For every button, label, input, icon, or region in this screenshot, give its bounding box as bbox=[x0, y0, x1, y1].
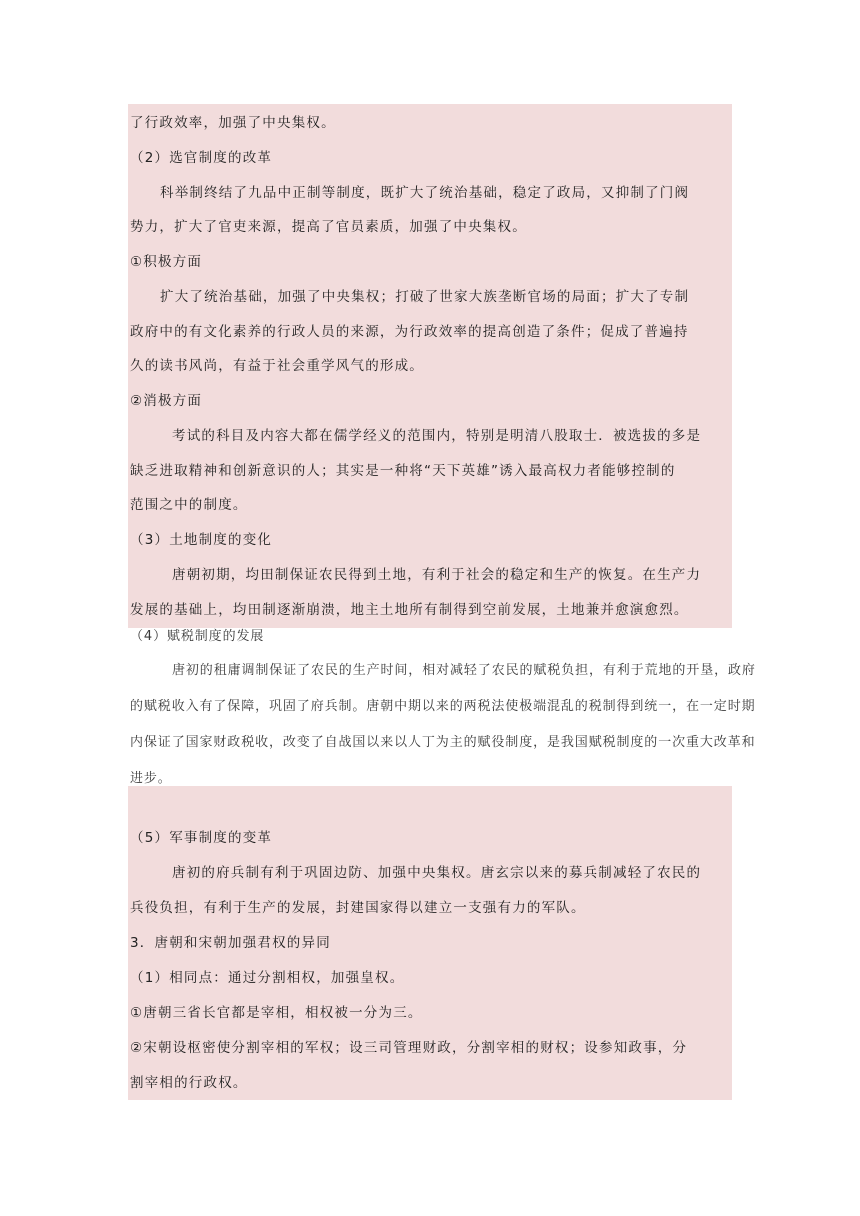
line-14: 唐朝初期，均田制保证农民得到土地，有利于社会的稳定和生产的恢复。在生产力 bbox=[172, 567, 702, 583]
heading-2: （2）选官制度的改革 bbox=[130, 150, 273, 166]
section-3-title: 3．唐朝和宋朝加强君权的异同 bbox=[130, 935, 331, 951]
line-20: 进步。 bbox=[130, 771, 172, 786]
line-15: 发展的基础上，均田制逐渐崩溃，地主土地所有制得到空前发展，土地兼并愈演愈烈。 bbox=[130, 602, 689, 618]
line-7: 政府中的有文化素养的行政人员的来源，为行政效率的提高创造了条件；促成了普遍持 bbox=[130, 324, 689, 340]
heading-5: （5）军事制度的变革 bbox=[130, 830, 273, 846]
line-1: 了行政效率，加强了中央集权。 bbox=[130, 115, 336, 131]
line-17: 唐初的租庸调制保证了农民的生产时间，相对减轻了农民的赋税负担，有利于荒地的开垦，政府 bbox=[172, 663, 756, 678]
line-28: 割宰相的行政权。 bbox=[130, 1075, 248, 1091]
line-19: 内保证了国家财政税收，改变了自战国以来以人丁为主的赋役制度，是我国赋税制度的一次重大改革和 bbox=[130, 735, 756, 750]
heading-4: （4）赋税制度的发展 bbox=[130, 629, 265, 644]
line-22: 唐初的府兵制有利于巩固边防、加强中央集权。唐玄宗以来的募兵制减轻了农民的 bbox=[172, 865, 702, 881]
subheading-positive: ①积极方面 bbox=[130, 254, 203, 270]
line-18: 的赋税收入有了保障，巩固了府兵制。唐朝中期以来的两税法使极端混乱的税制得到统一，在一定时期 bbox=[130, 699, 756, 714]
line-3: 科举制终结了九品中正制等制度，既扩大了统治基础，稳定了政局，又抑制了门阀 bbox=[160, 185, 690, 201]
line-4: 势力，扩大了官吏来源，提高了官员素质，加强了中央集权。 bbox=[130, 219, 527, 235]
line-11: 缺乏进取精神和创新意识的人；其实是一种将“天下英雄”诱入最高权力者能够控制的 bbox=[130, 463, 676, 479]
line-12: 范围之中的制度。 bbox=[130, 497, 248, 513]
subheading-negative: ②消极方面 bbox=[130, 393, 203, 409]
line-8: 久的读书风尚，有益于社会重学风气的形成。 bbox=[130, 358, 424, 374]
line-26: ①唐朝三省长官都是宰相，相权被一分为三。 bbox=[130, 1005, 423, 1021]
line-10: 考试的科目及内容大都在儒学经义的范围内，特别是明清八股取士．被选拔的多是 bbox=[172, 428, 702, 444]
line-25: （1）相同点：通过分割相权，加强皇权。 bbox=[130, 970, 405, 986]
line-27: ②宋朝设枢密使分割宰相的军权；设三司管理财政，分割宰相的财权；设参知政事，分 bbox=[130, 1040, 688, 1056]
heading-3: （3）土地制度的变化 bbox=[130, 532, 273, 548]
line-23: 兵役负担，有利于生产的发展，封建国家得以建立一支强有力的军队。 bbox=[130, 900, 586, 916]
line-6: 扩大了统治基础，加强了中央集权；打破了世家大族垄断官场的局面；扩大了专制 bbox=[160, 289, 690, 305]
